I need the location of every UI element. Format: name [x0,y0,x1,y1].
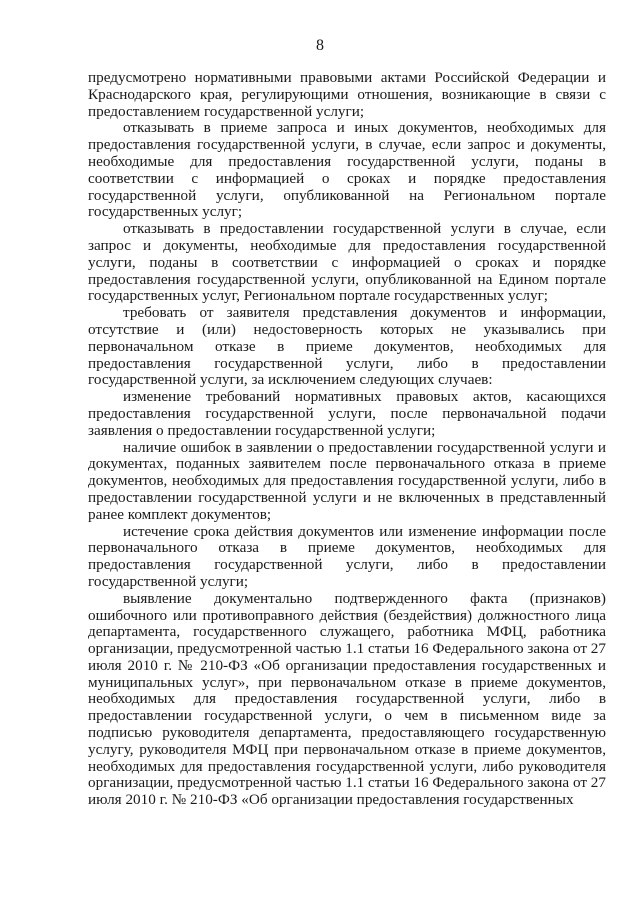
paragraph: изменение требований нормативных правовых актов, касающихся предоставления государственной услуги, после первоначальной подачи заявления о предоставлении государственной услуги; [88,388,606,439]
paragraph: выявление документально подтвержденного факта (признаков) ошибочного или противоправного действия (бездействия) должностного лица департамента, государственного служащего, работника МФЦ, работника организации, предусмотренной частью 1.1 статьи 16 Федерального закона от 27 июля 2010 г. № 210-ФЗ «Об организации предоставления государственных и муниципальных услуг», при первоначальном отказе в приеме документов, необходимых для предоставления государственной услуги, либо в предоставлении государственной услуги, о чем в письменном виде за подписью руководителя департамента, предоставляющего государственную услугу, руководителя МФЦ при первоначальном отказе в приеме документов, необходимых для предоставления государственной услуги, либо руководителя организации, предусмотренной частью 1.1 статьи 16 Федерального закона от 27 июля 2010 г. № 210-ФЗ «Об организации предоставления государственных [88,589,606,809]
paragraph: предусмотрено нормативными правовыми актами Российской Федерации и Краснодарского края, регулирующими отношения, возникающие в связи с предоставлением государственной услуги; [88,69,606,120]
paragraph: истечение срока действия документов или изменение информации после первоначального отказа в приеме документов, необходимых для предоставления государственной услуги, либо в предоставлении государственной услуги; [88,522,606,590]
page-number: 8 [316,37,324,54]
body-text [88,70,606,809]
paragraph: наличие ошибок в заявлении о предоставлении государственной услуги и документах, поданных заявителем после первоначального отказа в приеме документов, необходимых для предоставления государственной услуги, либо в предоставлении государственной услуги и не включенных в представленный ранее комплект документов; [88,438,606,523]
paragraph: требовать от заявителя представления документов и информации, отсутствие и (или) недостоверность которых не указывались при первоначальном отказе в приеме документов, необходимых для предоставления государственной услуги, либо в предоставлении государственной услуги, за исключением следующих случаев: [88,304,606,389]
paragraph: отказывать в предоставлении государственной услуги в случае, если запрос и документы, необходимые для предоставления государственной услуги, поданы в соответствии с информацией о сроках и порядке предоставления государственной услуги, опубликованной на Едином портале государственных услуг, Региональном портале государственных услуг; [88,220,606,305]
paragraph: отказывать в приеме запроса и иных документов, необходимых для предоставления государственной услуги, в случае, если запрос и документы, необходимые для предоставления государственной услуги, поданы в соответствии с информацией о сроках и порядке предоставления государственной услуги, опубликованной на Региональном портале государственных услуг; [88,119,606,221]
